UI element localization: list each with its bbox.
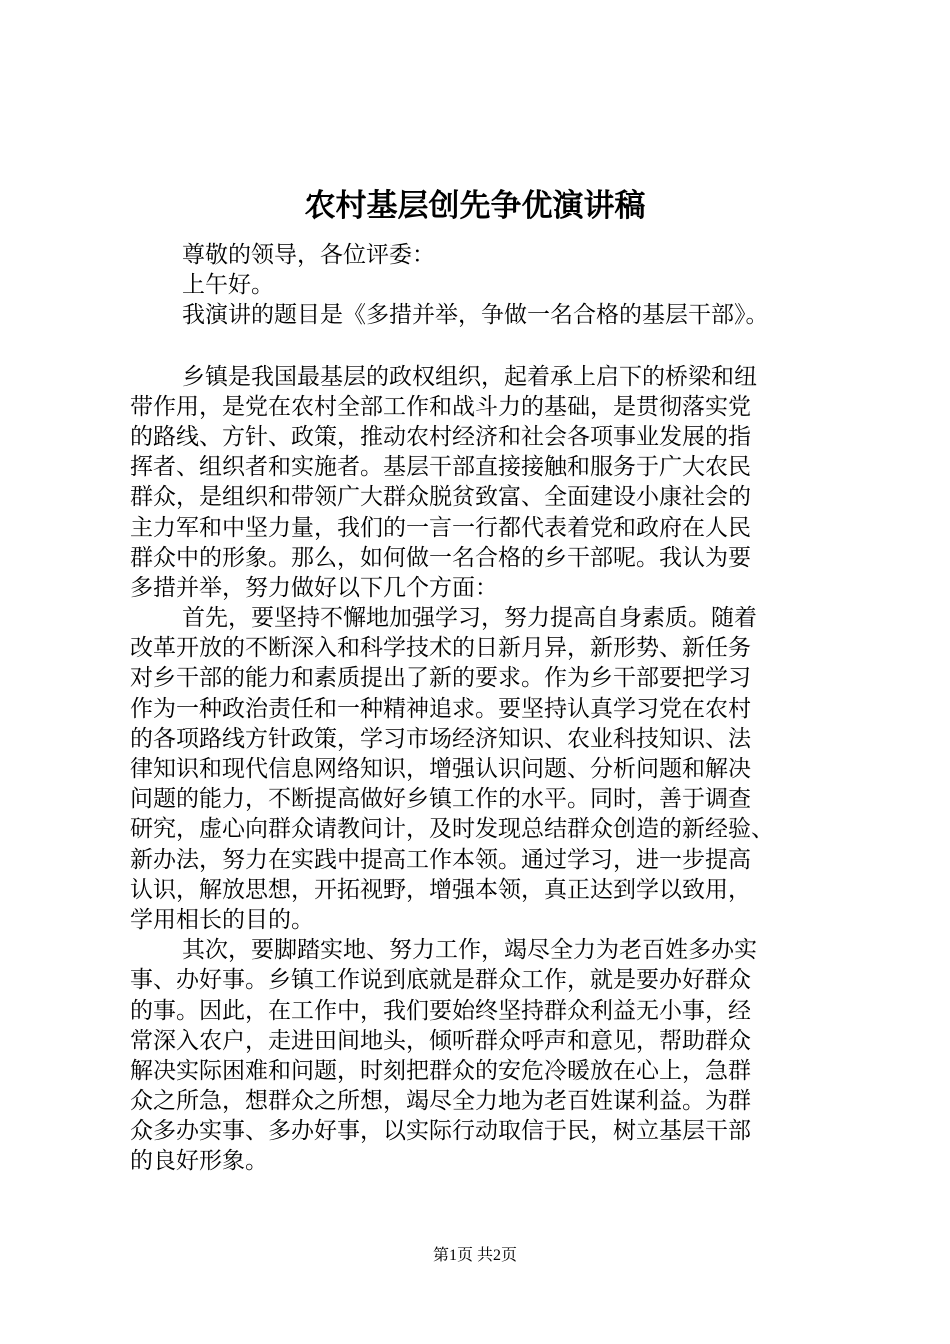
paragraph-line: 认识，解放思想，开拓视野，增强本领，真正达到学以致用， — [130, 876, 751, 903]
paragraph-line: 带作用，是党在农村全部工作和战斗力的基础，是贯彻落实党 — [130, 393, 751, 420]
paragraph-line: 多措并举，努力做好以下几个方面： — [130, 574, 498, 601]
paragraph-line: 事、办好事。乡镇工作说到底就是群众工作，就是要办好群众 — [130, 967, 751, 994]
paragraph-line: 常深入农户，走进田间地头，倾听群众呼声和意见，帮助群众 — [130, 1027, 751, 1054]
paragraph-line: 主力军和中坚力量，我们的一言一行都代表着党和政府在人民 — [130, 514, 751, 541]
paragraph-line: 作为一种政治责任和一种精神追求。要坚持认真学习党在农村 — [130, 695, 751, 722]
paragraph-line: 解决实际困难和问题，时刻把群众的安危冷暖放在心上，急群 — [130, 1057, 751, 1084]
paragraph-line: 的路线、方针、政策，推动农村经济和社会各项事业发展的指 — [130, 423, 751, 450]
paragraph-line: 群众中的形象。那么，如何做一名合格的乡干部呢。我认为要 — [130, 544, 751, 571]
paragraph-2 — [130, 603, 844, 935]
paragraph-line: 众多办实事、多办好事，以实际行动取信于民，树立基层干部 — [130, 1118, 751, 1145]
paragraph-line: 众之所急，想群众之所想，竭尽全力地为老百姓谋利益。为群 — [130, 1088, 751, 1115]
greeting: 上午好。 — [182, 272, 274, 299]
paragraph-line: 对乡干部的能力和素质提出了新的要求。作为乡干部要把学习 — [130, 665, 751, 692]
paragraph-3 — [130, 935, 844, 1177]
paragraph-1 — [130, 362, 844, 604]
paragraph-line: 问题的能力，不断提高做好乡镇工作的水平。同时，善于调查 — [130, 786, 751, 813]
document-body — [130, 240, 844, 1177]
paragraph-line: 的事。因此，在工作中，我们要始终坚持群众利益无小事，经 — [130, 997, 751, 1024]
paragraph-line: 研究，虚心向群众请教问计，及时发现总结群众创造的新经验、 — [130, 816, 774, 843]
paragraph-line: 其次，要脚踏实地、努力工作，竭尽全力为老百姓多办实 — [182, 937, 757, 964]
paragraph-line: 挥者、组织者和实施者。基层干部直接接触和服务于广大农民 — [130, 454, 751, 481]
paragraph-line: 的各项路线方针政策，学习市场经济知识、农业科技知识、法 — [130, 725, 751, 752]
salutation: 尊敬的领导，各位评委： — [182, 242, 435, 268]
speech-topic: 我演讲的题目是《多措并举，争做一名合格的基层干部》。 — [182, 302, 769, 329]
page-number-footer: 第1页 共2页 — [432, 1247, 517, 1264]
paragraph-line: 乡镇是我国最基层的政权组织，起着承上启下的桥梁和纽 — [182, 363, 757, 390]
paragraph-line: 律知识和现代信息网络知识，增强认识问题、分析问题和解决 — [130, 756, 751, 782]
paragraph-line: 学用相长的目的。 — [130, 906, 314, 933]
paragraph-line: 首先，要坚持不懈地加强学习，努力提高自身素质。随着 — [182, 605, 757, 632]
document-title: 农村基层创先争优演讲稿 — [304, 188, 646, 224]
paragraph-line: 改革开放的不断深入和科学技术的日新月异，新形势、新任务 — [130, 635, 751, 662]
paragraph-line: 新办法，努力在实践中提高工作本领。通过学习，进一步提高 — [130, 846, 751, 873]
paragraph-line: 群众，是组织和带领广大群众脱贫致富、全面建设小康社会的 — [130, 484, 751, 511]
paragraph-line: 的良好形象。 — [130, 1148, 268, 1175]
paragraph-gap — [130, 331, 844, 362]
